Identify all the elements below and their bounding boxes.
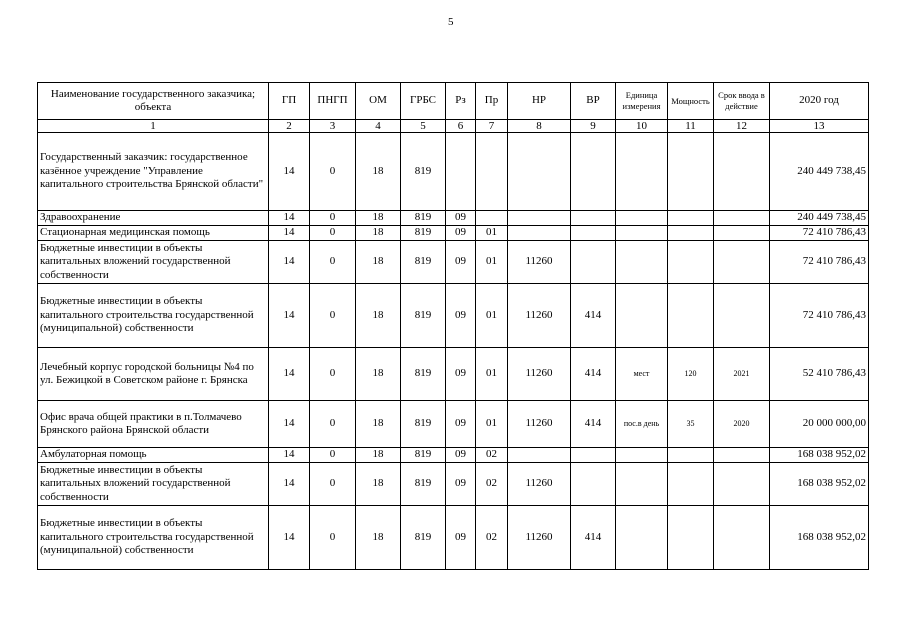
object-name-cell: Стационарная медицинская помощь — [38, 226, 269, 241]
rz-cell: 09 — [446, 506, 476, 570]
term-cell — [714, 506, 770, 570]
table-row — [38, 241, 869, 284]
term-cell — [714, 133, 770, 211]
index-cell: 1 — [38, 120, 269, 133]
gp-cell: 14 — [269, 211, 310, 226]
power-cell — [668, 284, 714, 348]
table-row — [38, 401, 869, 448]
gp-cell: 14 — [269, 463, 310, 506]
pr-cell: 01 — [476, 241, 508, 284]
pr-cell: 02 — [476, 448, 508, 463]
nr-cell: 11260 — [508, 506, 571, 570]
grbs-cell: 819 — [401, 284, 446, 348]
object-name-cell: Бюджетные инвестиции в объекты капитального строительства государственной (муниципальной) собственности — [38, 506, 269, 570]
power-cell — [668, 133, 714, 211]
grbs-cell: 819 — [401, 241, 446, 284]
pngp-cell: 0 — [310, 348, 356, 401]
pngp-cell: 0 — [310, 241, 356, 284]
grbs-cell: 819 — [401, 448, 446, 463]
gp-cell: 14 — [269, 241, 310, 284]
header-cell: НР — [508, 83, 571, 120]
grbs-cell: 819 — [401, 133, 446, 211]
header-cell: Мощность — [668, 83, 714, 120]
header-cell: Пр — [476, 83, 508, 120]
power-cell — [668, 448, 714, 463]
index-cell: 9 — [571, 120, 616, 133]
budget-table — [37, 82, 869, 570]
pr-cell — [476, 133, 508, 211]
page-number: 5 — [448, 16, 454, 28]
nr-cell — [508, 133, 571, 211]
nr-cell: 11260 — [508, 241, 571, 284]
header-row — [38, 83, 869, 120]
object-name-cell: Бюджетные инвестиции в объекты капитального строительства государственной (муниципальной) собственности — [38, 284, 269, 348]
index-cell: 2 — [269, 120, 310, 133]
pr-cell — [476, 211, 508, 226]
header-cell: Единица измерения — [616, 83, 668, 120]
table-row — [38, 448, 869, 463]
rz-cell: 09 — [446, 284, 476, 348]
pngp-cell: 0 — [310, 284, 356, 348]
unit-cell — [616, 133, 668, 211]
om-cell: 18 — [356, 401, 401, 448]
table-row — [38, 226, 869, 241]
header-cell: Срок ввода в действие — [714, 83, 770, 120]
index-cell: 13 — [770, 120, 869, 133]
vr-cell — [571, 241, 616, 284]
grbs-cell: 819 — [401, 211, 446, 226]
header-cell: Наименование государственного заказчика; объекта — [38, 83, 269, 120]
power-cell — [668, 506, 714, 570]
grbs-cell: 819 — [401, 506, 446, 570]
amount-cell: 240 449 738,45 — [770, 133, 869, 211]
rz-cell: 09 — [446, 401, 476, 448]
pngp-cell: 0 — [310, 211, 356, 226]
header-cell: ВР — [571, 83, 616, 120]
object-name-cell: Офис врача общей практики в п.Толмачево Брянского района Брянской области — [38, 401, 269, 448]
term-cell — [714, 284, 770, 348]
om-cell: 18 — [356, 133, 401, 211]
grbs-cell: 819 — [401, 348, 446, 401]
amount-cell: 72 410 786,43 — [770, 226, 869, 241]
grbs-cell: 819 — [401, 463, 446, 506]
amount-cell: 72 410 786,43 — [770, 241, 869, 284]
unit-cell — [616, 463, 668, 506]
pngp-cell: 0 — [310, 448, 356, 463]
term-cell: 2021 — [714, 348, 770, 401]
nr-cell: 11260 — [508, 463, 571, 506]
table-row — [38, 133, 869, 211]
pr-cell: 02 — [476, 506, 508, 570]
header-cell: ПНГП — [310, 83, 356, 120]
grbs-cell: 819 — [401, 401, 446, 448]
nr-cell: 11260 — [508, 284, 571, 348]
index-cell: 7 — [476, 120, 508, 133]
vr-cell — [571, 226, 616, 241]
column-index-row — [38, 120, 869, 133]
power-cell — [668, 211, 714, 226]
vr-cell — [571, 448, 616, 463]
unit-cell — [616, 284, 668, 348]
vr-cell — [571, 133, 616, 211]
index-cell: 4 — [356, 120, 401, 133]
vr-cell — [571, 211, 616, 226]
nr-cell — [508, 226, 571, 241]
power-cell — [668, 226, 714, 241]
index-cell: 12 — [714, 120, 770, 133]
pr-cell: 01 — [476, 284, 508, 348]
index-cell: 10 — [616, 120, 668, 133]
index-cell: 11 — [668, 120, 714, 133]
om-cell: 18 — [356, 226, 401, 241]
object-name-cell: Лечебный корпус городской больницы №4 по ул. Бежицкой в Советском районе г. Брянска — [38, 348, 269, 401]
term-cell: 2020 — [714, 401, 770, 448]
rz-cell: 09 — [446, 448, 476, 463]
header-cell: Рз — [446, 83, 476, 120]
unit-cell: мест — [616, 348, 668, 401]
power-cell — [668, 241, 714, 284]
table-row — [38, 506, 869, 570]
grbs-cell: 819 — [401, 226, 446, 241]
object-name-cell: Бюджетные инвестиции в объекты капитальных вложений государственной собственности — [38, 241, 269, 284]
om-cell: 18 — [356, 241, 401, 284]
vr-cell: 414 — [571, 284, 616, 348]
pngp-cell: 0 — [310, 226, 356, 241]
amount-cell: 240 449 738,45 — [770, 211, 869, 226]
power-cell: 120 — [668, 348, 714, 401]
om-cell: 18 — [356, 284, 401, 348]
gp-cell: 14 — [269, 348, 310, 401]
table-row — [38, 348, 869, 401]
unit-cell: пос.в день — [616, 401, 668, 448]
om-cell: 18 — [356, 448, 401, 463]
term-cell — [714, 226, 770, 241]
unit-cell — [616, 226, 668, 241]
om-cell: 18 — [356, 211, 401, 226]
unit-cell — [616, 448, 668, 463]
header-cell: 2020 год — [770, 83, 869, 120]
vr-cell: 414 — [571, 401, 616, 448]
nr-cell: 11260 — [508, 401, 571, 448]
rz-cell: 09 — [446, 226, 476, 241]
term-cell — [714, 463, 770, 506]
gp-cell: 14 — [269, 401, 310, 448]
amount-cell: 72 410 786,43 — [770, 284, 869, 348]
unit-cell — [616, 211, 668, 226]
object-name-cell: Амбулаторная помощь — [38, 448, 269, 463]
gp-cell: 14 — [269, 226, 310, 241]
unit-cell — [616, 241, 668, 284]
index-cell: 5 — [401, 120, 446, 133]
om-cell: 18 — [356, 348, 401, 401]
gp-cell: 14 — [269, 284, 310, 348]
object-name-cell: Государственный заказчик: государственное казённое учреждение "Управление капитального строительства Брянской области" — [38, 133, 269, 211]
object-name-cell: Бюджетные инвестиции в объекты капитальных вложений государственной собственности — [38, 463, 269, 506]
vr-cell: 414 — [571, 506, 616, 570]
rz-cell: 09 — [446, 348, 476, 401]
index-cell: 6 — [446, 120, 476, 133]
amount-cell: 52 410 786,43 — [770, 348, 869, 401]
pr-cell: 01 — [476, 348, 508, 401]
rz-cell: 09 — [446, 463, 476, 506]
table-row — [38, 211, 869, 226]
rz-cell: 09 — [446, 241, 476, 284]
pr-cell: 01 — [476, 226, 508, 241]
term-cell — [714, 211, 770, 226]
vr-cell: 414 — [571, 348, 616, 401]
rz-cell: 09 — [446, 211, 476, 226]
term-cell — [714, 241, 770, 284]
header-cell: ОМ — [356, 83, 401, 120]
table-row — [38, 463, 869, 506]
power-cell — [668, 463, 714, 506]
vr-cell — [571, 463, 616, 506]
power-cell: 35 — [668, 401, 714, 448]
gp-cell: 14 — [269, 448, 310, 463]
index-cell: 8 — [508, 120, 571, 133]
amount-cell: 168 038 952,02 — [770, 463, 869, 506]
pngp-cell: 0 — [310, 401, 356, 448]
amount-cell: 168 038 952,02 — [770, 506, 869, 570]
nr-cell: 11260 — [508, 348, 571, 401]
header-cell: ГРБС — [401, 83, 446, 120]
nr-cell — [508, 448, 571, 463]
nr-cell — [508, 211, 571, 226]
gp-cell: 14 — [269, 506, 310, 570]
table-row — [38, 284, 869, 348]
pngp-cell: 0 — [310, 506, 356, 570]
gp-cell: 14 — [269, 133, 310, 211]
object-name-cell: Здравоохранение — [38, 211, 269, 226]
pr-cell: 01 — [476, 401, 508, 448]
pr-cell: 02 — [476, 463, 508, 506]
unit-cell — [616, 506, 668, 570]
header-cell: ГП — [269, 83, 310, 120]
term-cell — [714, 448, 770, 463]
om-cell: 18 — [356, 463, 401, 506]
rz-cell — [446, 133, 476, 211]
pngp-cell: 0 — [310, 133, 356, 211]
index-cell: 3 — [310, 120, 356, 133]
amount-cell: 168 038 952,02 — [770, 448, 869, 463]
amount-cell: 20 000 000,00 — [770, 401, 869, 448]
om-cell: 18 — [356, 506, 401, 570]
pngp-cell: 0 — [310, 463, 356, 506]
